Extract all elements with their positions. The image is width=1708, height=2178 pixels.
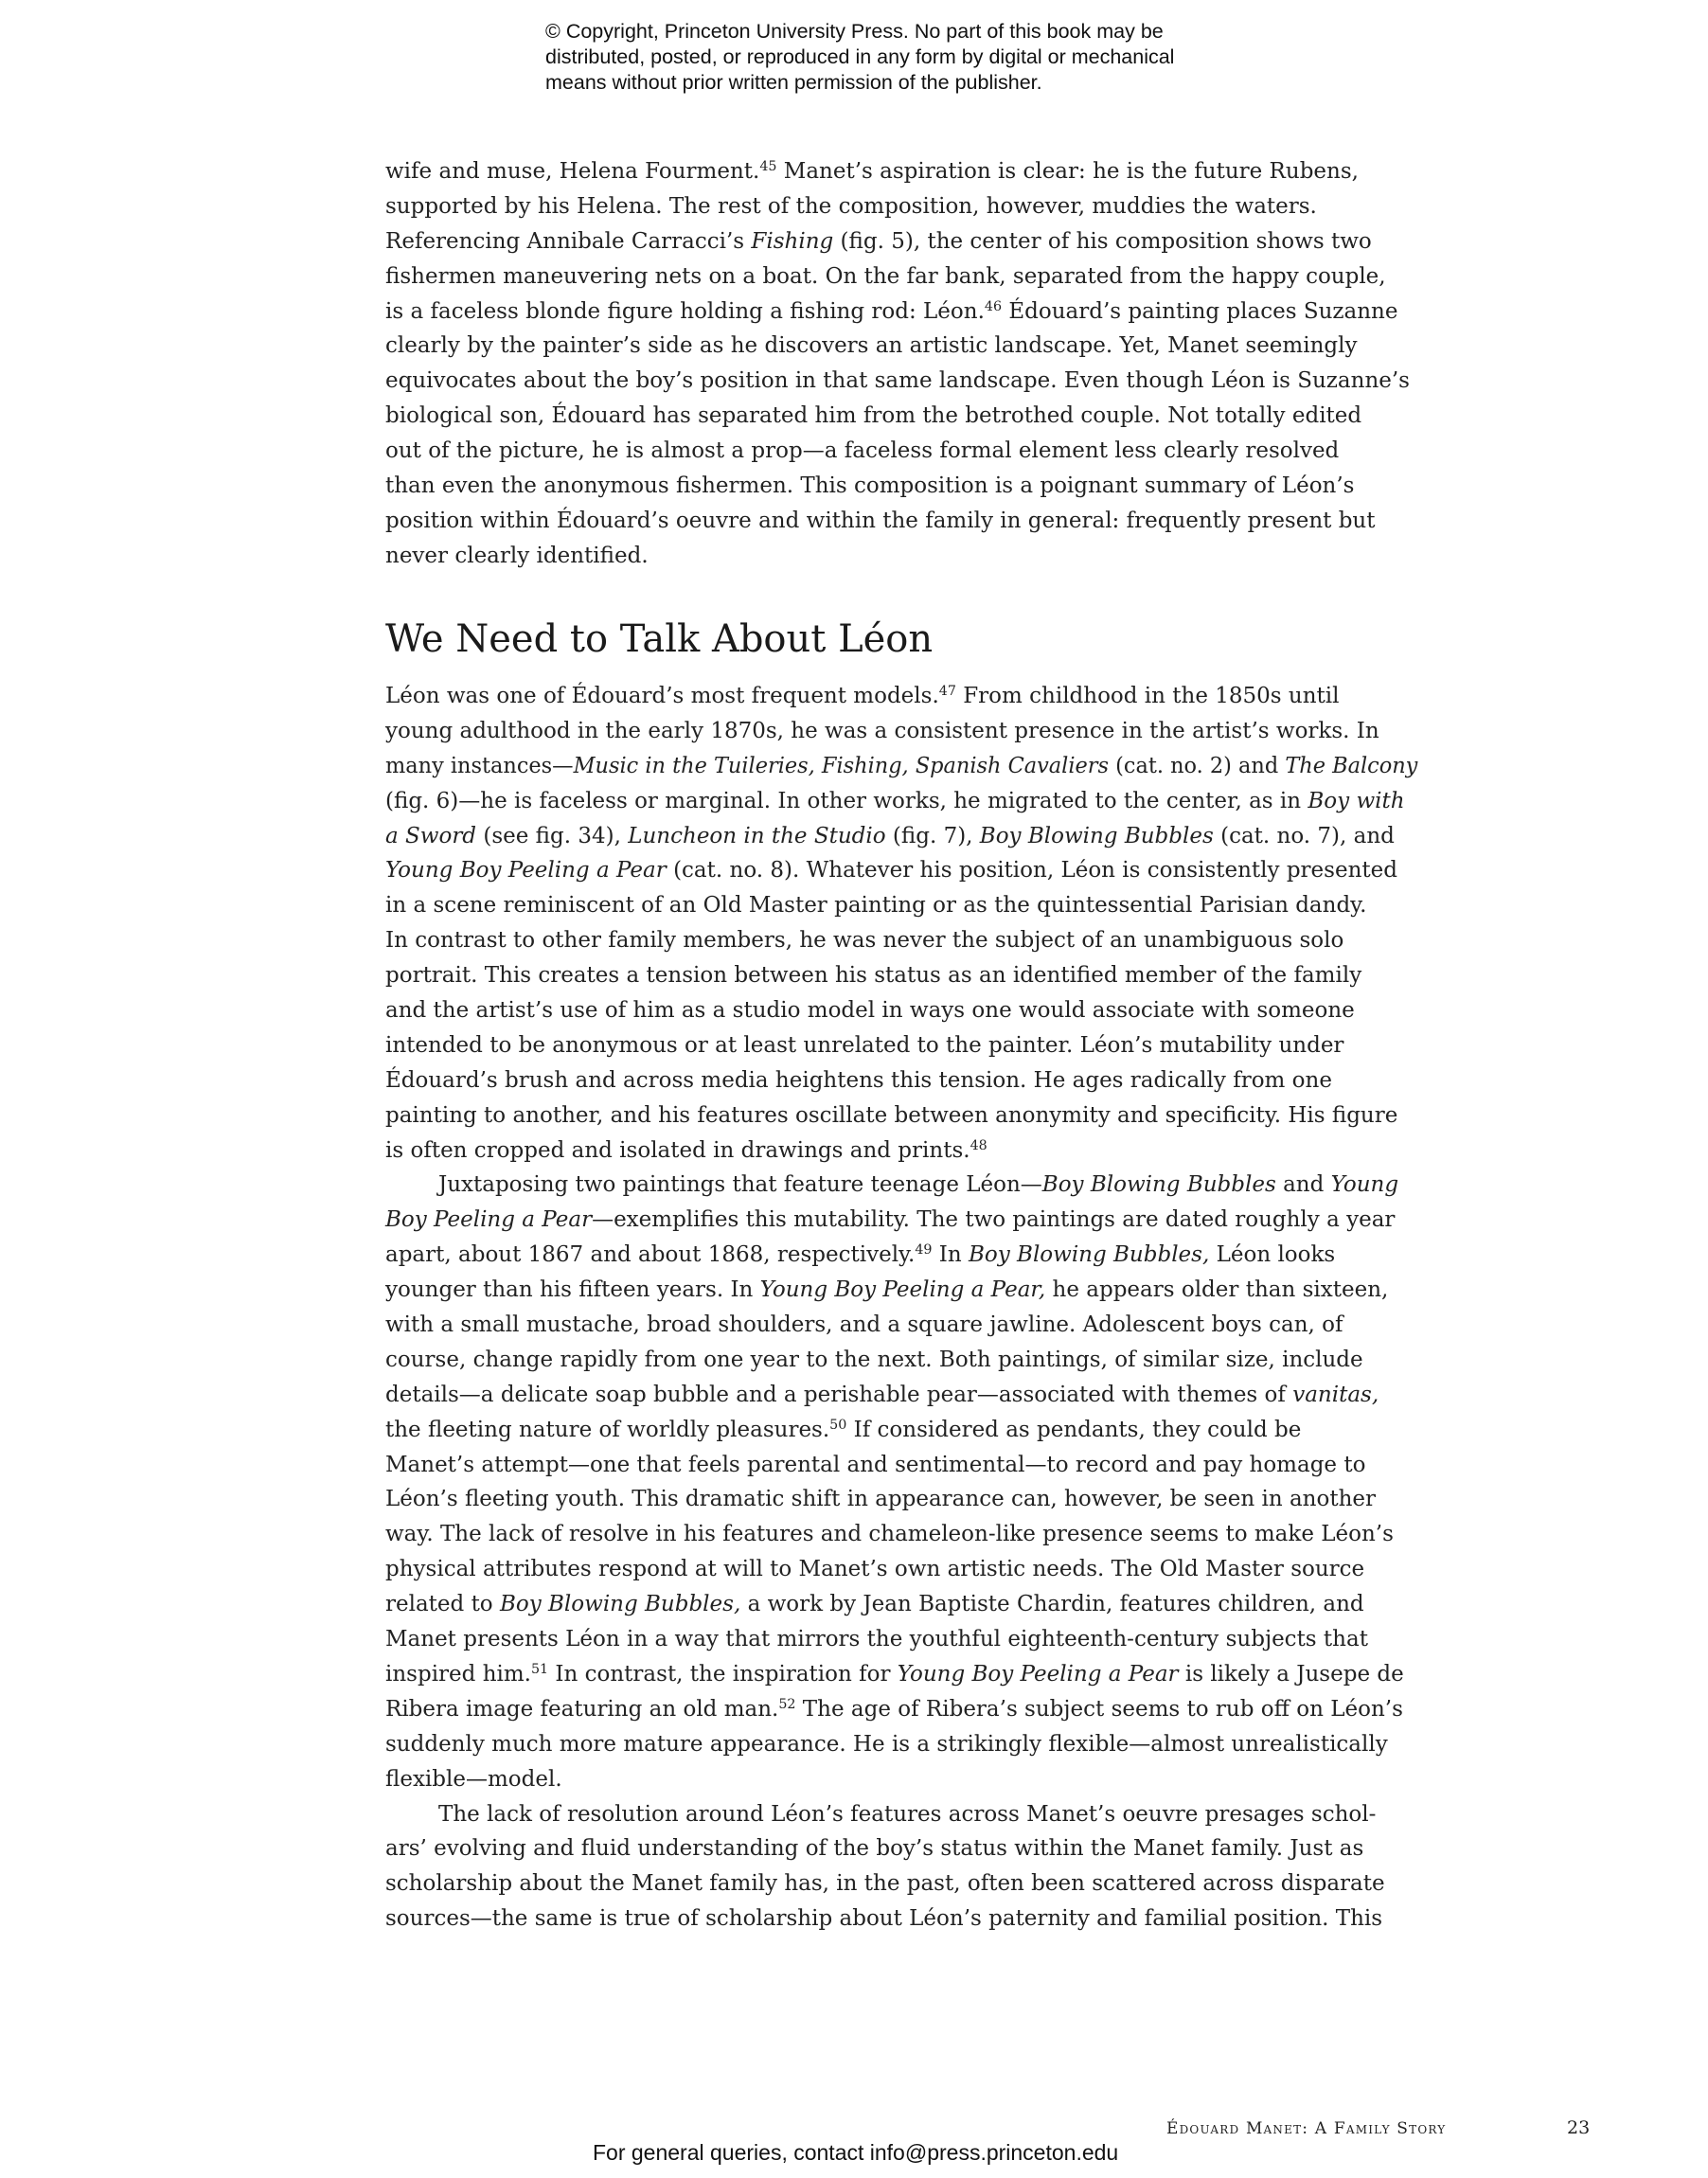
text-line: with a small mustache, broad shoulders, and a square jawline. Adolescent boys can, of (385, 1312, 1343, 1338)
text-line: Boy Peeling a Pear—exemplifies this mutability. The two paintings are dated roughly a year (385, 1207, 1396, 1233)
footnote-ref[interactable]: 45 (759, 159, 777, 175)
text-line: many instances—Music in the Tuileries, Fishing, Spanish Cavaliers (cat. no. 2) and The Balcony (385, 753, 1418, 778)
text-line: is often cropped and isolated in drawings and prints.$^{48}$ (385, 1137, 987, 1163)
text-line: is a faceless blonde figure holding a fishing rod: Léon.$^{46}$ Édouard’s painting places Suzanne (385, 298, 1398, 324)
text-line: flexible—model. (385, 1766, 562, 1792)
text-line: apart, about 1867 and about 1868, respectively.$^{49}$ In Boy Blowing Bubbles, Léon looks (385, 1242, 1336, 1268)
text-line: a Sword (see fig. 34), Luncheon in the Studio (fig. 7), Boy Blowing Bubbles (cat. no. 7), and (385, 823, 1395, 848)
footnote-ref[interactable]: 51 (530, 1662, 549, 1678)
text-line: equivocates about the boy’s position in that same landscape. Even though Léon is Suzanne’s (385, 368, 1410, 394)
text-line: the fleeting nature of worldly pleasures.$^{50}$ If considered as pendants, they could be (385, 1417, 1302, 1442)
text-line: related to Boy Blowing Bubbles, a work by Jean Baptiste Chardin, features children, and (385, 1592, 1364, 1617)
text-line: details—a delicate soap bubble and a perishable pear—associated with themes of vanitas, (385, 1382, 1379, 1407)
footnote-ref[interactable]: 50 (829, 1417, 847, 1433)
text-line: biological son, Édouard has separated him from the betrothed couple. Not totally edited (385, 403, 1362, 429)
text-line: inspired him.$^{51}$ In contrast, the inspiration for Young Boy Peeling a Pear is likely a Jusepe de (385, 1661, 1404, 1687)
copyright-line: distributed, posted, or reproduced in any form by digital or mechanical (545, 45, 1175, 68)
text-line: physical attributes respond at will to Manet’s own artistic needs. The Old Master source (385, 1557, 1365, 1582)
running-footer-title: Édouard Manet: A Family Story (1166, 2119, 1447, 2138)
body-text-paragraph-1 (385, 154, 1417, 574)
text-line: (fig. 6)—he is faceless or marginal. In other works, he migrated to the center, as in Boy with (385, 788, 1405, 813)
text-line: Léon was one of Édouard’s most frequent models.$^{47}$ From childhood in the 1850s until (385, 684, 1340, 708)
text-line: never clearly identified. (385, 543, 649, 568)
footnote-ref[interactable]: 46 (984, 298, 1003, 314)
text-line: younger than his fifteen years. In Young Boy Peeling a Pear, he appears older than sixteen, (385, 1277, 1389, 1303)
text-line: Manet’s attempt—one that feels parental and sentimental—to record and pay homage to (385, 1452, 1366, 1477)
text-line: intended to be anonymous or at least unrelated to the painter. Léon’s mutability under (385, 1032, 1344, 1058)
text-line: out of the picture, he is almost a prop—a faceless formal element less clearly resolved (385, 438, 1340, 464)
copyright-line: means without prior written permission of the publisher. (545, 71, 1042, 94)
text-line: position within Édouard’s oeuvre and within the family in general: frequently present but (385, 508, 1376, 533)
text-line: young adulthood in the early 1870s, he was a consistent presence in the artist’s works. In (385, 718, 1379, 743)
footnote-ref[interactable]: 48 (970, 1137, 987, 1153)
text-line: course, change rapidly from one year to the next. Both paintings, of similar size, include (385, 1347, 1363, 1372)
text-line: wife and muse, Helena Fourment.$^{45}$ Manet’s aspiration is clear: he is the future Rubens, (385, 159, 1359, 184)
text-line: The lack of resolution around Léon’s features across Manet’s oeuvre presages schol- (438, 1801, 1377, 1827)
text-line: scholarship about the Manet family has, in the past, often been scattered across disparate (385, 1871, 1385, 1897)
text-line: way. The lack of resolve in his features and chameleon-like presence seems to make Léon’s (385, 1522, 1394, 1547)
footnote-ref[interactable]: 52 (778, 1697, 796, 1712)
text-line: Young Boy Peeling a Pear (cat. no. 8). Whatever his position, Léon is consistently presented (385, 858, 1397, 884)
body-text-section (385, 679, 1417, 1937)
text-line: fishermen maneuvering nets on a boat. On the far bank, separated from the happy couple, (385, 263, 1386, 289)
text-line: painting to another, and his features oscillate between anonymity and specificity. His figure (385, 1102, 1398, 1128)
page-number: 23 (1567, 2117, 1591, 2138)
text-line: in a scene reminiscent of an Old Master painting or as the quintessential Parisian dandy. (385, 893, 1367, 919)
text-line: Ribera image featuring an old man.$^{52}$ The age of Ribera’s subject seems to rub off on Léon’s (385, 1696, 1403, 1722)
text-line: Juxtaposing two paintings that feature teenage Léon—Boy Blowing Bubbles and Young (438, 1172, 1399, 1198)
section-heading-wrap (385, 616, 933, 663)
copyright-line: © Copyright, Princeton University Press. No part of this book may be (545, 20, 1164, 43)
text-line: sources—the same is true of scholarship about Léon’s paternity and familial position. This (385, 1906, 1383, 1932)
section-heading: We Need to Talk About Léon (385, 617, 934, 661)
text-line: than even the anonymous fishermen. This composition is a poignant summary of Léon’s (385, 473, 1355, 499)
text-line: clearly by the painter’s side as he discovers an artistic landscape. Yet, Manet seemingly (385, 333, 1358, 359)
text-line: portrait. This creates a tension between his status as an identified member of the family (385, 963, 1362, 989)
text-line: Referencing Annibale Carracci’s Fishing (fig. 5), the center of his composition shows two (385, 228, 1372, 254)
text-line: ars’ evolving and fluid understanding of the boy’s status within the Manet family. Just as (385, 1836, 1364, 1862)
text-line: and the artist’s use of him as a studio model in ways one would associate with someone (385, 998, 1355, 1024)
text-line: Léon’s fleeting youth. This dramatic shift in appearance can, however, be seen in another (385, 1487, 1376, 1512)
footnote-ref[interactable]: 49 (915, 1242, 933, 1259)
text-line: supported by his Helena. The rest of the composition, however, muddies the waters. (385, 193, 1317, 219)
contact-footer: For general queries, contact info@press.princeton.edu (593, 2140, 1119, 2165)
copyright-notice (545, 19, 1265, 96)
text-line: Édouard’s brush and across media heightens this tension. He ages radically from one (385, 1067, 1332, 1093)
text-line: Manet presents Léon in a way that mirrors the youthful eighteenth-century subjects that (385, 1627, 1368, 1652)
footnote-ref[interactable]: 47 (938, 684, 956, 700)
text-line: suddenly much more mature appearance. He is a strikingly flexible—almost unrealistically (385, 1731, 1388, 1757)
text-line: In contrast to other family members, he was never the subject of an unambiguous solo (385, 928, 1344, 954)
